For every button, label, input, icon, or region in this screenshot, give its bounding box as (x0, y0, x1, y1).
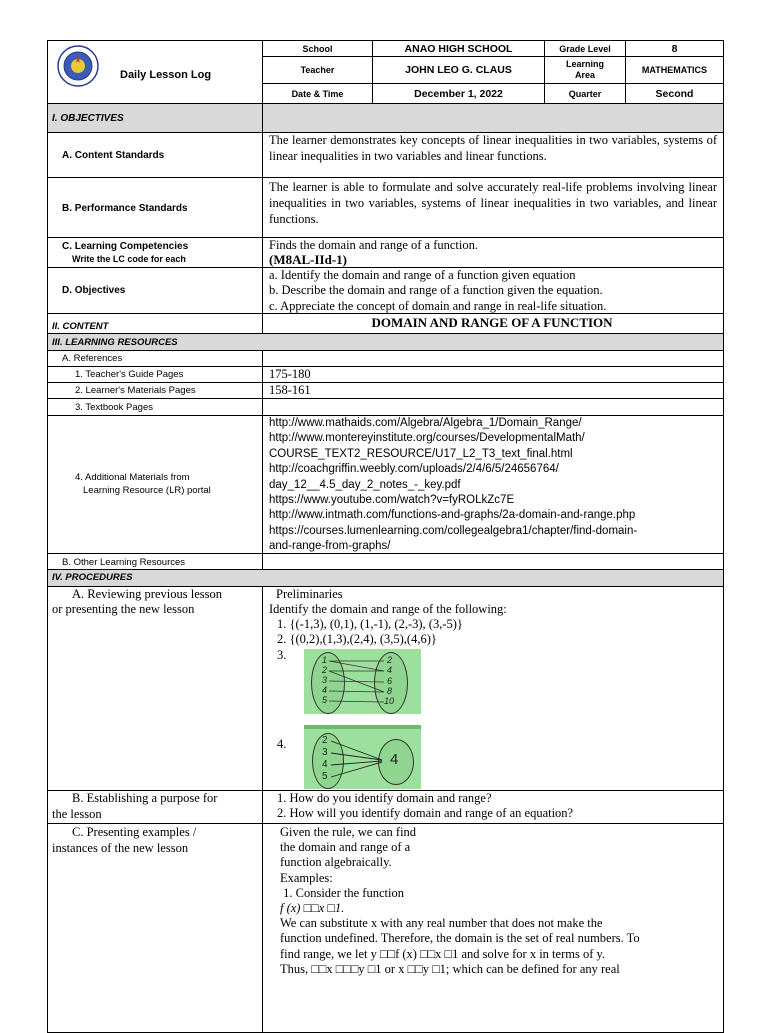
objective-c: c. Appreciate the concept of domain and range in real-life situation. (269, 299, 607, 313)
objectives-heading: I. OBJECTIVES (52, 113, 124, 124)
content-title: DOMAIN AND RANGE OF A FUNCTION (371, 315, 613, 330)
teacher-label: Teacher (262, 56, 373, 84)
additional-label-1: 4. Additional Materials from (75, 472, 190, 483)
domain-label: 2 (322, 665, 328, 675)
content-standards-label: A. Content Standards (62, 150, 165, 161)
domain-label: 4 (322, 685, 328, 695)
url-line[interactable]: https://www.youtube.com/watch?v=fyROLkZc7E (269, 494, 515, 507)
procedure-c-label-1: C. Presenting examples / (72, 825, 197, 839)
additional-urls (269, 416, 637, 555)
additional-label-2: Learning Resource (LR) portal (83, 485, 211, 496)
domain-label: 2 (322, 735, 328, 746)
review-item-1: 1. {(-1,3), (0,1), (1,-1), (2,-3), (3,-5)} (277, 617, 463, 631)
url-line[interactable]: COURSE_TEXT2_RESOURCE/U17_L2_T3_text_final.html (269, 447, 573, 460)
identify-instruction: Identify the domain and range of the following: (269, 602, 507, 616)
range-label: 8 (387, 686, 393, 696)
procedure-b-label-2: the lesson (52, 807, 102, 821)
procedures-heading: IV. PROCEDURES (52, 572, 133, 583)
example-line: Thus, □□x □□□y □1 or x □□y □1; which can be defined for any real (280, 961, 620, 976)
tg-value: 175-180 (269, 367, 311, 381)
school-value: ANAO HIGH SCHOOL (372, 40, 545, 57)
other-resources-cell (262, 553, 724, 570)
url-line[interactable]: http://www.intmath.com/functions-and-graphs/2a-domain-and-range.php (269, 509, 636, 522)
tg-value-cell (262, 366, 724, 383)
objective-b: b. Describe the domain and range of a function given the equation. (269, 283, 603, 297)
range-label: 4 (390, 751, 399, 768)
review-item-4: 4. (277, 737, 287, 751)
content-standards-text: The learner demonstrates key concepts of linear inequalities in two variables, systems of linear inequalities in two variables and linear functions. (269, 133, 717, 163)
example-line: f (x) □□x □1. (280, 901, 345, 916)
quarter-value: Second (625, 83, 724, 104)
objective-a: a. Identify the domain and range of a function given equation (269, 268, 576, 282)
mapping-diagram-1 (304, 649, 421, 714)
area-value: MATHEMATICS (625, 56, 724, 84)
lm-value-cell (262, 382, 724, 399)
purpose-question-2: 2. How will you identify domain and range of an equation? (277, 806, 574, 820)
examples-text (280, 825, 640, 977)
review-item-3: 3. (277, 648, 287, 662)
mapping-diagram-2 (304, 725, 421, 789)
resources-heading: III. LEARNING RESOURCES (52, 337, 178, 348)
performance-text: The learner is able to formulate and solve accurately real-life problems involving linear inequalities in two variables, systems of linear inequalities in two variables, and linear functions. (269, 180, 717, 226)
procedures-heading-row (47, 569, 724, 587)
range-label: 2 (387, 655, 393, 665)
other-resources-label: B. Other Learning Resources (62, 557, 186, 568)
example-line: 1. Consider the function (280, 885, 404, 900)
procedure-a-label-1: A. Reviewing previous lesson (72, 587, 222, 601)
example-line: Examples: (280, 870, 333, 885)
quarter-label: Quarter (544, 83, 626, 104)
domain-label: 3 (322, 747, 328, 758)
competencies-label: C. Learning Competencies (62, 241, 189, 252)
content-heading: II. CONTENT (52, 321, 109, 332)
lm-value: 158-161 (269, 383, 311, 397)
tb-value-cell (262, 398, 724, 416)
lm-label: 2. Learner's Materials Pages (75, 385, 196, 396)
range-label: 10 (384, 696, 395, 706)
review-item-2: 2. {(0,2),(1,3),(2,4), (3,5),(4,6)} (277, 632, 437, 646)
area-label: Learning Area (544, 56, 626, 84)
grade-value: 8 (625, 40, 724, 57)
procedure-c-label-2: instances of the new lesson (52, 841, 189, 855)
domain-label: 1 (322, 655, 328, 665)
grade-label: Grade Level (544, 40, 626, 57)
example-line: find range, we let y □□f (x) □□x □1 and solve for x in terms of y. (280, 946, 606, 961)
range-label: 6 (387, 676, 393, 686)
date-label: Date & Time (262, 83, 373, 104)
teacher-value: JOHN LEO G. CLAUS (372, 56, 545, 84)
procedure-b-label-1: B. Establishing a purpose for (72, 791, 218, 805)
preliminaries: Preliminaries (276, 587, 343, 601)
example-line: Given the rule, we can find (280, 825, 417, 839)
url-line[interactable]: https://courses.lumenlearning.com/collegealgebra1/chapter/find-domain- (269, 524, 638, 537)
url-line[interactable]: day_12__4.5_day_2_notes_-_key.pdf (269, 478, 461, 491)
example-line: function undefined. Therefore, the domain is the set of real numbers. To (280, 931, 640, 946)
purpose-question-1: 1. How do you identify domain and range? (277, 791, 492, 805)
page-title: Daily Lesson Log (120, 69, 212, 81)
domain-label: 4 (322, 759, 328, 770)
domain-label: 3 (322, 675, 328, 685)
url-line[interactable]: and-range-from-graphs/ (269, 540, 391, 553)
competencies-text: Finds the domain and range of a function. (269, 238, 478, 252)
url-line[interactable]: http://www.mathaids.com/Algebra/Algebra_1/Domain_Range/ (269, 417, 582, 429)
references-label: A. References (62, 353, 123, 364)
date-value: December 1, 2022 (372, 83, 545, 104)
procedure-a-label-2: or presenting the new lesson (52, 602, 195, 616)
url-line[interactable]: http://www.montereyinstitute.org/courses/DevelopmentalMath/ (269, 432, 585, 445)
competencies-sub: Write the LC code for each (72, 254, 186, 264)
deped-seal-icon (57, 45, 99, 87)
domain-label: 5 (322, 695, 328, 705)
performance-label: B. Performance Standards (62, 203, 188, 214)
school-label: School (262, 40, 373, 57)
references-value-cell (262, 350, 724, 367)
example-line: function algebraically. (280, 855, 392, 870)
url-line[interactable]: http://coachgriffin.weebly.com/uploads/2/4/6/5/24656764/ (269, 463, 559, 476)
example-line: We can substitute x with any real number that does not make the (280, 916, 603, 931)
domain-label: 5 (322, 771, 328, 782)
competencies-code: (M8AL-IId-1) (269, 252, 347, 267)
tb-label: 3. Textbook Pages (75, 402, 153, 413)
objectives-label: D. Objectives (62, 285, 126, 296)
tg-label: 1. Teacher's Guide Pages (75, 369, 184, 380)
range-label: 4 (387, 665, 393, 675)
example-line: the domain and range of a (280, 840, 411, 855)
